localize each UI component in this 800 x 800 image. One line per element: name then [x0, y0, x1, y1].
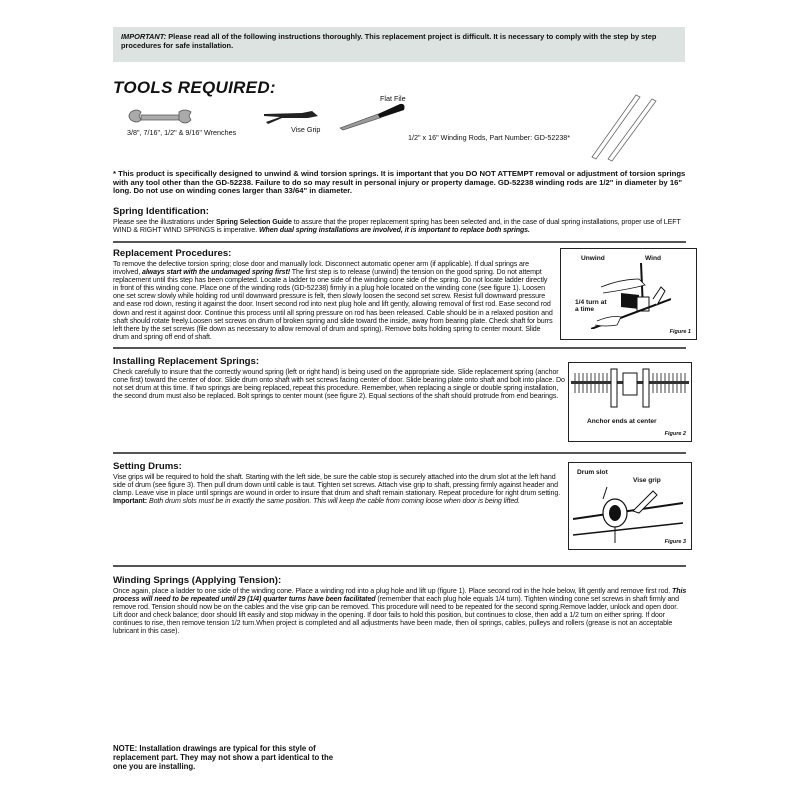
bold-run: Spring Selection Guide [215, 218, 292, 226]
figure-caption: Figure 3 [664, 539, 686, 545]
divider [113, 241, 686, 243]
italic-run: When dual spring installations are involved, it is important to replace both springs. [258, 226, 530, 235]
section-title: Replacement Procedures: [113, 248, 232, 259]
figure-3 [568, 462, 692, 550]
figure-1 [560, 248, 697, 340]
flat-file-icon [338, 102, 408, 132]
figure-caption: Figure 2 [664, 431, 686, 437]
replacement-procedures-section [113, 248, 553, 341]
winding-illustration [591, 259, 671, 329]
installing-springs-section [113, 356, 568, 400]
figure-caption: Figure 1 [669, 329, 691, 335]
winding-springs-section [113, 575, 688, 636]
text-run: Once again, place a ladder to one side of the winding cone. Place a winding rod into a plug hole and lift up (figure 1). Place second rod in the hole below, lift gently and remove first rod. [113, 587, 673, 595]
text-run: The first step is to release (unwind) the tension on the good spring. Do not attempt replacement until this step has been completed. Locate a ladder to one side of the winding cone side of the spring. Do not locate ladder directly in front of this winding cone. Place one of the winding rods (GD-52238) firmly in a plug hole located on the winding cone (see figure 1). Loosen one set screw slowly while holding rod until downward pressure is felt, then slowly loosen the second set screw. Resist full downward pressure and ease rod down, resting it against the door. Insert second rod into next plug hole and lift gently, allowing removal of first rod. Ease second rod down and rest it against door. Continue this process until all spring pressure on rod has been released. Cable should be in a relaxed position and shaft should rotate freely.Loosen set screws on drum of broken spring and slide toward the inside, away from bearing plate. Check shaft for burrs left there by the set screws (file down as necessary to allow removal of drum and spring). Remove bolts holding spring to center mount. Slide drum and spring off end of shaft. [113, 268, 553, 341]
italic-run: This process will need to be repeated until 29 (1/4) quarter turns have been facilitated [113, 587, 687, 604]
wrench-icon [127, 108, 195, 128]
drum-slot-label: Drum slot [577, 469, 608, 476]
unwind-label: Unwind [581, 255, 605, 262]
flat-file-label: Flat File [380, 94, 406, 103]
section-text [113, 587, 688, 636]
section-title: Setting Drums: [113, 461, 182, 472]
important-lead: IMPORTANT: [121, 32, 167, 41]
divider [113, 452, 686, 454]
italic-run: Both drum slots must be in exactly the same position. This will keep the cable from coming loose when door is being lifted. [147, 497, 520, 506]
text-run: (remember that each plug hole equals 1/4 turn). Tighten winding cone set screws in shaft firmly and remove rod. Tension should now be on the cables and the vise grip can be removed. This procedure will need to be repeated for the second spring.Remove ladder, unlock and open door. Lift door and check balance; door should lift easily and stop midway in the opening. If door fails to hold this position, but continues to close, then add a 1/2 turn on either spring. If door continues to rise, then remove tension 1/2 turn.When project is completed and all adjustments have been made, then oil springs, cables, pulleys and rollers (grease is not an acceptable lubricant in this case). [113, 595, 680, 636]
disclaimer: * This product is specifically designed to unwind & wind torsion springs. It is important that you DO NOT ATTEMPT removal or adjustment of torsion springs with any tool other than the GD-52238. Failure to do so may result in personal injury or property damage. GD-52238 winding rods are 1/2" in diameter by 16" long. Do not use on winding cones larger than 33/64" in diameter. [113, 169, 686, 196]
important-note [113, 497, 568, 505]
text-run: To remove the defective torsion spring; close door and manually lock. Disconnect automatic opener arm (if applicable). If dual springs are involved, [113, 260, 529, 277]
figure-2 [568, 362, 692, 442]
italic-run: always start with the undamaged spring first! [141, 268, 291, 277]
section-text: Check carefully to insure that the correctly wound spring (left or right hand) is being used on the appropriate side. Slide replacement spring (anchor cone first) toward the center of door. Slide drum onto shaft with set screws facing center of door. Slide bearing plate onto shaft and bolt into place. Do not set drum at this time. If two springs are being replaced, repeat this procedure. Remember, when replacing a single or double spring installation, the second drum must also be replaced. Bolt springs to center mount (see figure 2). Equal sections of the shaft should protrude from end bearings. [113, 368, 565, 401]
section-title: Winding Springs (Applying Tension): [113, 575, 282, 586]
divider [113, 565, 686, 567]
divider [113, 347, 686, 349]
section-text: Vise grips will be required to hold the shaft. Starting with the left side, be sure the cable stop is securely attached into the drum slot at the left hand side of drum (see figure 3). Then pull drum down until cable is taut. Tighten set screws. Attach vise grip to shaft, pressing firmly against header and clamp. Leave vise in place until springs are wound in order to insure that drum and shaft remain stationary. Repeat procedure for right drum setting. [113, 473, 561, 498]
text-run: Please see the illustrations under [113, 218, 216, 226]
vise-grip-label: Vise Grip [291, 125, 321, 134]
anchor-label: Anchor ends at center [587, 418, 657, 425]
vise-grip-fig-label: Vise grip [633, 477, 661, 484]
turn-label: 1/4 turn at a time [575, 299, 607, 313]
tools-title: TOOLS REQUIRED: [113, 78, 276, 97]
drum-illustration [573, 479, 683, 543]
springs-illustration [571, 367, 689, 411]
setting-drums-section [113, 461, 568, 505]
installation-note: NOTE: Installation drawings are typical for this style of replacement part. They may not show a part identical to the one you are installing. [113, 744, 334, 771]
important-banner [113, 27, 685, 62]
wrench-label: 3/8", 7/16", 1/2" & 9/16" Wrenches [127, 128, 237, 137]
section-text [113, 260, 553, 341]
section-title: Spring Identification: [113, 206, 209, 217]
winding-rods-label: 1/2" x 16" Winding Rods, Part Number: GD-52238* [408, 133, 571, 142]
spring-identification-section [113, 206, 688, 234]
section-title: Installing Replacement Springs: [113, 356, 260, 367]
winding-rods-icon [590, 93, 670, 163]
text-run: to assure that the proper replacement spring has been selected and, in the case of dual spring installations, proper use of LEFT WIND & RIGHT WIND SPRINGS is imperative. [113, 218, 681, 235]
important-text: Please read all of the following instructions thoroughly. This replacement project is difficult. It is necessary to comply with the step by step procedures for safe installation. [121, 32, 657, 50]
section-text [113, 218, 688, 234]
wind-label: Wind [645, 255, 662, 262]
bold-run: Important: [113, 497, 148, 506]
